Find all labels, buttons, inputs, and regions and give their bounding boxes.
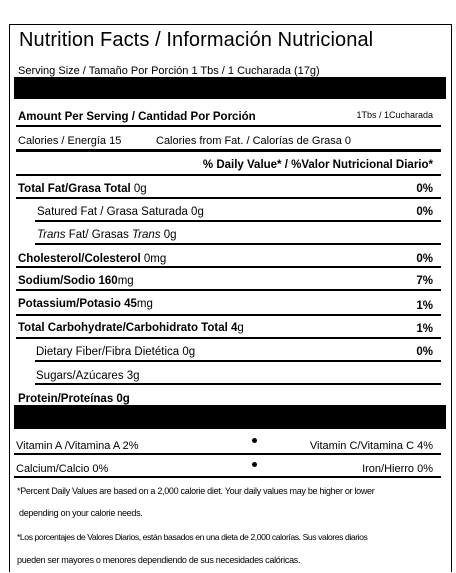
rule [14,453,441,455]
cholesterol-amount: 0mg [140,253,167,265]
rule [14,476,441,478]
rule [35,220,441,222]
label-title: Nutrition Facts / Información Nutricional [19,29,374,51]
vitamin-a: Vitamin A /Vitamina A 2% [16,440,139,452]
rule [16,289,441,291]
dietary-fiber-dv: 0% [416,346,433,358]
potassium-amount: mg [136,298,153,310]
bullet-dot [252,462,257,467]
sodium [18,275,134,287]
amount-per-serving: Amount Per Serving / Cantidad Por Porción [18,111,256,123]
serving-unit: 1Tbs / 1Cucharada [356,110,433,120]
sodium-dv: 7% [416,275,433,287]
rule [35,383,441,385]
calories-from-fat: Calories from Fat. / Calorías de Grasa 0 [156,135,352,147]
total-carbohydrate [18,322,244,334]
total-fat-dv: 0% [416,183,433,195]
protein: Protein/Proteínas 0g [18,393,130,405]
cholesterol [18,253,166,265]
total-fat [18,183,147,195]
total-carbohydrate-dv: 1% [416,323,433,335]
thick-bar-top [14,77,446,99]
footnote-es-2: pueden ser mayores o menores dependiendo de sus necesidades calóricas. [17,555,301,565]
footnote-es-1: *Los porcentajes de Valores Diarios, están basados en una dieta de 2,000 calorías. Sus valores diarios [17,532,368,542]
cholesterol-label: Cholesterol/Colesterol [18,253,141,265]
rule [16,149,441,152]
rule [16,337,441,339]
daily-value-header: % Daily Value* / %Valor Nutricional Diario* [202,159,433,171]
trans-fat-amount: 0g [160,229,177,241]
saturated-fat: Satured Fat / Grasa Saturada 0g [37,206,204,218]
sugars: Sugars/Azúcares 3g [36,370,140,382]
calcium: Calcium/Calcio 0% [16,463,109,475]
total-fat-label: Total Fat/Grasa Total [18,183,131,195]
dietary-fiber: Dietary Fiber/Fibra Dietética 0g [36,346,196,358]
footnote-en-2: depending on your calorie needs. [19,508,143,518]
sodium-label: Sodium/Sodio 160 [18,275,118,287]
rule [16,197,441,199]
vitamin-c: Vitamin C/Vitamina C 4% [309,440,433,452]
saturated-fat-dv: 0% [416,206,433,218]
serving-size: Serving Size / Tamaño Por Porción 1 Tbs / 1 Cucharada (17g) [18,65,320,77]
nutrition-label [9,24,452,572]
potassium-dv: 1% [416,300,433,312]
trans-fat-italic-es: Trans [132,229,161,241]
sodium-amount: mg [117,275,134,287]
rule [16,266,441,268]
trans-fat-mid: Fat/ Grasas [65,229,133,241]
thick-bar-bottom [14,405,446,429]
calories: Calories / Energía 15 [18,135,122,147]
rule [16,174,441,176]
rule [35,243,441,245]
bullet-dot [252,438,257,443]
total-carbohydrate-label: Total Carbohydrate/Carbohidrato Total 4 [18,322,238,334]
cholesterol-dv: 0% [416,253,433,265]
trans-fat [37,229,177,241]
rule [35,360,441,362]
trans-fat-italic: Trans [37,229,66,241]
total-fat-amount: 0g [130,183,147,195]
footnote-en-1: *Percent Daily Values are based on a 2,000 calorie diet. Your daily values may be higher or lower [17,486,375,496]
iron: Iron/Hierro 0% [362,463,433,475]
potassium [18,298,153,310]
rule [16,125,441,127]
total-carbohydrate-amount: g [237,322,244,334]
potassium-label: Potassium/Potasio 45 [18,298,137,310]
rule [16,314,441,316]
